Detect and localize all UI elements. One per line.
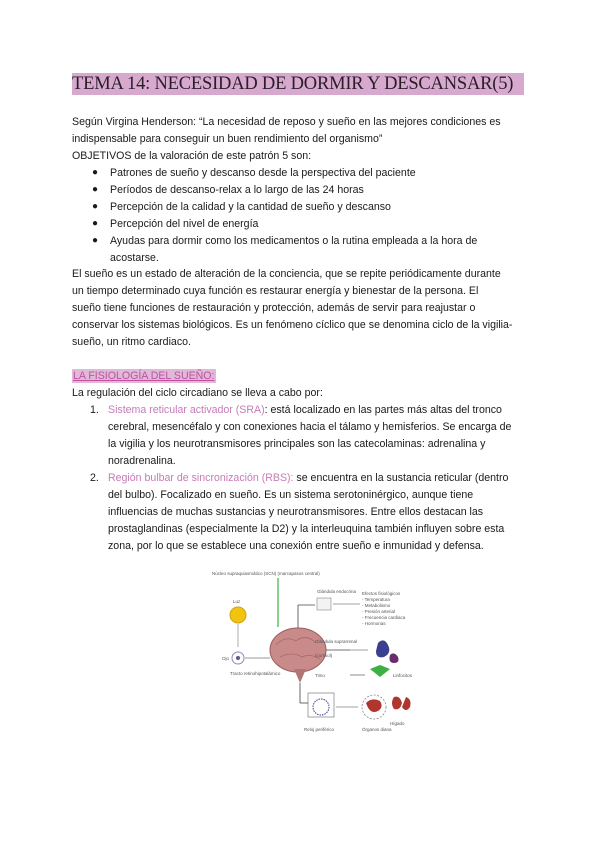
page-title: TEMA 14: NECESIDAD DE DORMIR Y DESCANSAR(5) — [72, 73, 524, 95]
thymus-icon — [370, 665, 390, 677]
intro-quote-line-2: indispensable para conseguir un buen rendimiento del organismo” — [72, 133, 383, 145]
section-intro: La regulación del ciclo circadiano se lleva a cabo por: — [72, 387, 323, 399]
list-term: Sistema reticular activador (SRA) — [108, 404, 265, 416]
bullet-icon: ● — [92, 218, 99, 229]
bullet-icon: ● — [92, 167, 99, 178]
endocrine-item: - Hormonas — [362, 621, 386, 626]
list-item-1-line-1: Sistema reticular activador (SRA): está localizado en las partes más altas del tronco — [108, 404, 502, 416]
list-item: Períodos de descanso-relax a lo largo de las 24 horas — [110, 184, 364, 196]
paragraph-line: un tiempo determinado cuya función es restaurar energía y bienestar de la persona. El — [72, 285, 479, 297]
list-item-continuation: acostarse. — [110, 252, 159, 264]
sun-label: Luz — [233, 599, 241, 604]
list-item: Percepción del nivel de energía — [110, 218, 259, 230]
adrenal-gland-icon — [390, 653, 399, 663]
peripheral-clock-box — [308, 693, 334, 717]
section-heading: LA FISIOLOGÍA DEL SUEÑO: — [73, 370, 215, 382]
list-item: Percepción de la calidad y la cantidad de sueño y descanso — [110, 201, 391, 213]
bottom-right-label: Órganos diana — [362, 727, 392, 732]
intro-quote-line-1: Según Virgina Henderson: “La necesidad de reposo y sueño en las mejores condiciones es — [72, 116, 501, 128]
objectives-heading: OBJETIVOS de la valoración de este patrón 5 son: — [72, 150, 312, 162]
tract-label: Tracto retinohipotalámico — [230, 671, 281, 676]
sun-icon — [230, 607, 246, 623]
endocrine-item: - Metabolismo — [362, 603, 391, 608]
bullet-icon: ● — [92, 184, 99, 195]
brain-icon — [270, 628, 326, 672]
adrenal-label: Glándula suprarrenal — [315, 639, 358, 644]
list-number: 2. — [90, 472, 99, 484]
list-item-2-line: del bulbo). Focalizado en sueño. Es un sistema serotoninérgico, aunque tiene — [108, 489, 474, 501]
list-item-1-line: noradrenalina. — [108, 455, 176, 467]
endocrine-item: - Temperatura — [362, 597, 390, 602]
bullet-icon: ● — [92, 235, 99, 246]
list-item-2-line: influencias de muchas sustancias y neurotransmisores. Entre ellos destacan las — [108, 506, 484, 518]
circadian-diagram — [190, 565, 440, 737]
endocrine-item: - Frecuencia cardiaca — [362, 615, 406, 620]
thymus-label: Timo — [315, 673, 325, 678]
list-item-1-line: la vigilia y los neurotransmisores principales son las catecolaminas: adrenalina y — [108, 438, 486, 450]
figure-caption: Núcleo supraquiasmático (SCN) (marcapasos central) — [212, 571, 320, 576]
list-item: Patrones de sueño y descanso desde la perspectiva del paciente — [110, 167, 416, 179]
endocrine-item: Efectos fisiológicos — [362, 591, 401, 596]
gland-icon — [317, 598, 331, 610]
endocrine-item: - Presión arterial — [362, 609, 396, 614]
endocrine-label: Glándula endocrina — [317, 589, 357, 594]
brainstem-icon — [294, 669, 306, 683]
adrenal-sub: (cortisol) — [315, 653, 333, 658]
pupil-icon — [236, 656, 240, 660]
list-number: 1. — [90, 404, 99, 416]
paragraph-line: sueño, un ritmo cardiaco. — [72, 336, 191, 348]
adrenal-gland-icon — [376, 640, 389, 657]
eye-label: Ojo — [222, 656, 230, 661]
liver-icon — [366, 699, 382, 712]
kidney-icon — [392, 697, 411, 710]
bullet-icon: ● — [92, 201, 99, 212]
list-term: Región bulbar de sincronización (RBS): — [108, 472, 294, 484]
list-item-2-line: zona, por lo que se establece una conexión entre sueño e inmunidad y defensa. — [108, 540, 484, 552]
list-item: Ayudas para dormir como los medicamentos o la rutina empleada a la hora de — [110, 235, 478, 247]
paragraph-line: conservar los sistemas biológicos. Es un fenómeno cíclico que se denomina ciclo de la vigilia- — [72, 319, 513, 331]
paragraph-line: sueño tiene funciones de restauración y protección, además de servir para reajustar o — [72, 302, 476, 314]
thymus-sub: Linfocitos — [393, 673, 413, 678]
liver-label: Hígado — [390, 721, 405, 726]
list-item-2-line-1: Región bulbar de sincronización (RBS): se encuentra en la sustancia reticular (dentro — [108, 472, 509, 484]
paragraph-line: El sueño es un estado de alteración de la conciencia, que se repite periódicamente durante — [72, 268, 501, 280]
bottom-left-label: Reloj periférico — [304, 727, 335, 732]
list-item-2-line: prostaglandinas (especialmente la D2) y la interleuquina también influyen sobre esta — [108, 523, 505, 535]
list-item-1-line: cerebral, mesencéfalo y con conexiones hacia el tálamo y hemisferios. Se encarga de — [108, 421, 512, 433]
